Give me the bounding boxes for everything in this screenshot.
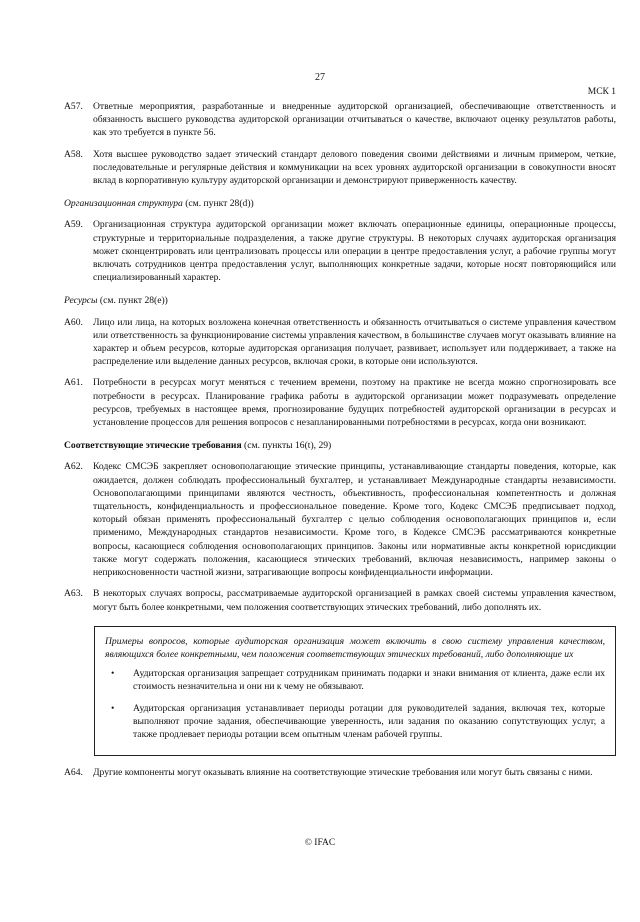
paragraph-text: Другие компоненты могут оказывать влияние на соответствующие этические требования или могут быть связаны с ними. [93, 767, 593, 779]
paragraph-text: Ответные мероприятия, разработанные и внедренные аудиторской организацией, обеспечивающие ответственность и обязанность высшего руководства аудиторской организации отчитываться о качестве, включают оценку результатов работы, как это требуется в пункте 56. [93, 101, 616, 139]
paragraph-text: Хотя высшее руководство задает этический стандарт делового поведения своими действиями и личным примером, четкие, последовательные и регулярные действия и коммуникации на всех уровнях аудиторской организации в совокупности вносят вклад в корпоративную культуру аудиторской организации и демонстрируют приверженность качеству. [93, 148, 616, 187]
paragraph-group-a64 [64, 766, 616, 779]
paragraph [64, 316, 616, 369]
examples-list [105, 667, 605, 741]
paragraph-text: В некоторых случаях вопросы, рассматриваемые аудиторской организацией в рамках своей системы управления качеством, могут быть более конкретными, чем положения соответствующих этических требований, либо дополнять их. [93, 588, 616, 613]
paragraph-group-a60-a61 [64, 316, 616, 430]
paragraph [64, 766, 616, 779]
paragraph-number: A64. [64, 767, 83, 779]
heading-structure-reference: (см. пункт 28(d)) [182, 198, 254, 210]
paragraph-text: Лицо или лица, на которых возложена конечная ответственность и обязанность отчитываться о системе управления качеством или ответственность за функционирование системы управления качеством, в большинстве случаев могут оказывать влияние на характер и объем ресурсов, которые аудиторская организация получает, развивает, использует или поддерживает, а также на распределение или выделение данных ресурсов, включая сроки, в которые они используются. [93, 316, 616, 368]
paragraph-number: A60. [64, 316, 83, 328]
heading-resources-italic: Ресурсы [64, 295, 98, 307]
paragraph-number: A63. [64, 588, 83, 600]
paragraph [64, 218, 616, 284]
list-item-text: Аудиторская организация запрещает сотрудникам принимать подарки и знаки внимания от клиента, даже если их стоимость незначительна и они ни к чему не обязывают. [133, 668, 605, 693]
bullet-icon: • [111, 702, 115, 714]
paragraph [64, 100, 616, 140]
paragraph [64, 148, 616, 188]
paragraph-text: Кодекс СМСЭБ закрепляет основополагающие этические принципы, устанавливающие стандарты поведения, которые, как ожидается, должен соблюдать профессиональный бухгалтер, и устанавливает Международные стандарты независимости. Основополагающими принципами являются честность, объективность, профессиональная компетентность и должная тщательность, конфиденциальность и профессиональное поведение. Кроме того, Кодекс СМСЭБ предписывает подход, который обязан применять профессиональный бухгалтер с целью соблюдения основополагающих принципов и, если применимо, Международных стандартов независимости. Кроме того, в Кодексе СМСЭБ рассматриваются конкретные вопросы, касающиеся соблюдения основополагающих принципов. Законы или нормативные акты конкретной юрисдикции также могут содержать положения, касающиеся этических требований, включая независимость, например законы о неприкосновенности частной жизни, затрагивающие вопросы конфиденциальности информации. [93, 461, 616, 579]
paragraph [64, 376, 616, 429]
heading-structure-italic: Организационная структура [64, 198, 183, 210]
examples-box-title: Примеры вопросов, которые аудиторская организация может включить в свою систему управления качеством, являющихся более конкретными, чем положения соответствующих этических требований, либо дополняющие их [105, 635, 605, 660]
paragraph-group-a59 [64, 218, 616, 284]
list-item [105, 667, 605, 693]
footer-copyright: © IFAC [304, 838, 336, 848]
document-code: МСК 1 [587, 87, 616, 97]
paragraph-number: A58. [64, 148, 83, 160]
heading-ethics-bold: Соответствующие этические требования [64, 440, 242, 452]
paragraph-number: A57. [64, 101, 83, 112]
paragraph [64, 460, 616, 579]
paragraph-number: A59. [64, 219, 83, 231]
paragraph-group-a57-a58 [64, 100, 616, 187]
page-number: 27 [315, 72, 325, 83]
list-item-text: Аудиторская организация устанавливает периоды ротации для руководителей задания, включая тех, которые выполняют прочие задания, обеспечивающие уверенность, или задания по оказанию сопутствующих услуг, а также продлевает периоды ротации всем опытным членам рабочей группы. [133, 702, 605, 740]
examples-box [94, 626, 616, 756]
list-item [105, 702, 605, 742]
paragraph-text: Потребности в ресурсах могут меняться с течением времени, поэтому на практике не всегда можно спрогнозировать все потребности в ресурсах. Планирование графика работы в аудиторской организации может подразумевать определение ресурсов, требуемых в настоящее время, прогнозирование будущих потребностей аудиторской организации в ресурсах и установление процессов для решения вопросов с незапланированными потребностями в ресурсах, когда они возникают. [93, 377, 616, 429]
paragraph-text: Организационная структура аудиторской организации может включать операционные единицы, операционные процессы, структурные и территориальные подразделения, а также другие структуры. В некоторых случаях аудиторская организация может сконцентрировать или централизовать процессы или операции в центре предоставления услуг, а рабочие группы могут включать сотрудников центра предоставления услуг, выполняющих конкретные задачи, которые носят повторяющийся или специализированный характер. [93, 219, 616, 284]
bullet-icon: • [111, 668, 115, 680]
heading-resources-reference: (см. пункт 28(e)) [97, 295, 168, 307]
page-content [64, 100, 616, 787]
paragraph-number: A62. [64, 461, 83, 473]
heading-organizational-structure [64, 197, 616, 210]
heading-resources [64, 294, 616, 307]
paragraph-group-a62-a63 [64, 460, 616, 613]
paragraph [64, 587, 616, 613]
paragraph-number: A61. [64, 377, 83, 389]
heading-ethical-requirements [64, 439, 616, 452]
heading-ethics-reference: (см. пункты 16(t), 29) [241, 440, 332, 452]
